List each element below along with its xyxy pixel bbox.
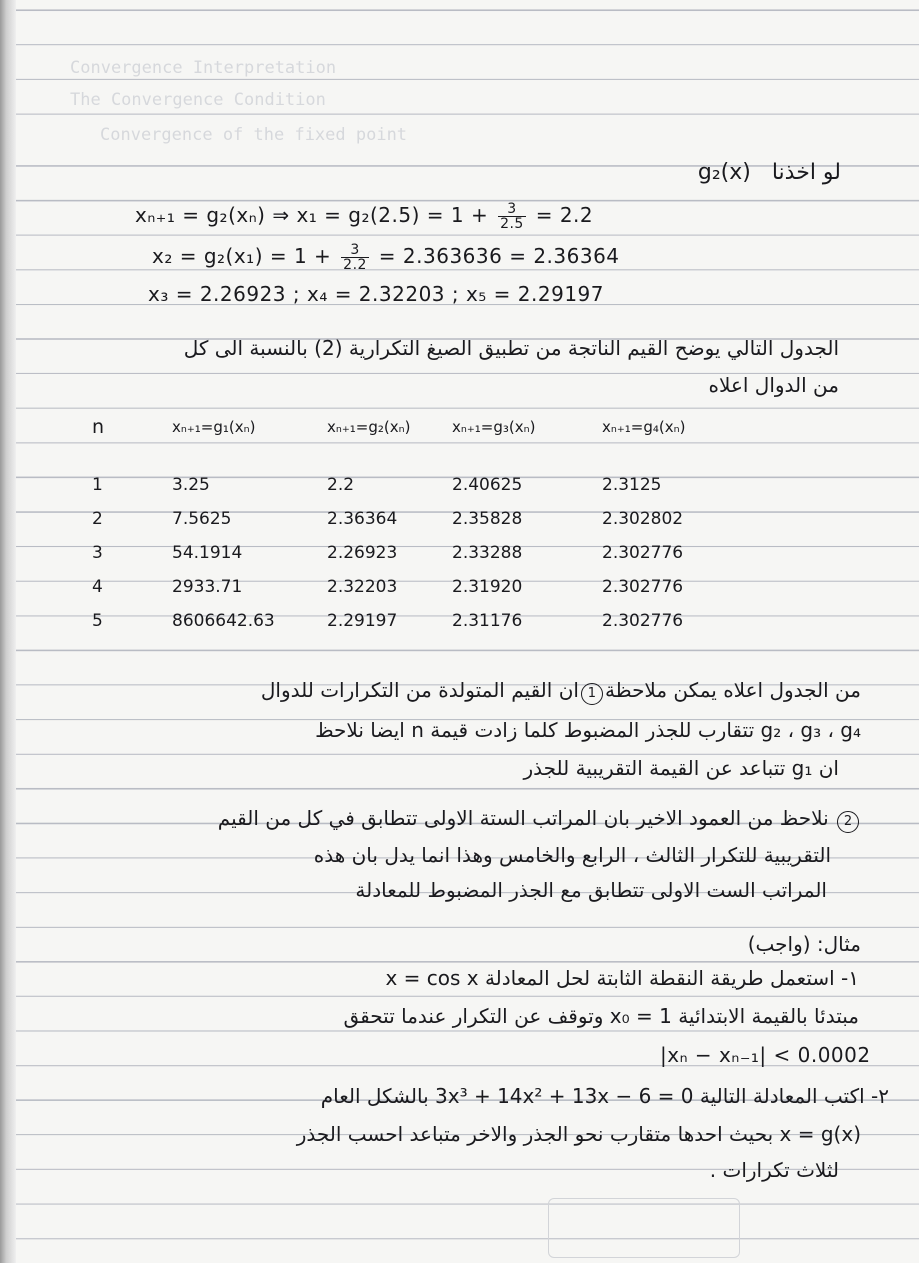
table-row — [92, 570, 762, 604]
cell-g1: 7.5625 — [172, 509, 232, 529]
bleed-through-text: Convergence of the fixed point — [100, 125, 408, 145]
note-1-text-a: من الجدول اعلاه يمكن ملاحظة — [604, 678, 861, 702]
table-row — [92, 604, 762, 638]
header-g2: xₙ₊₁=g₂(xₙ) — [327, 418, 411, 436]
fraction-numerator: 3 — [341, 243, 369, 258]
note-2-line-1 — [218, 806, 861, 833]
homework-q2-line-1: ٢- اكتب المعادلة التالية 3x³ + 14x² + 13x − 6 = 0 بالشكل العام — [320, 1084, 889, 1108]
note-1-line-1 — [261, 678, 861, 705]
equation-line-1 — [135, 202, 593, 231]
table-row — [92, 468, 762, 502]
equation-line-2 — [152, 243, 620, 272]
cell-g4: 2.302776 — [602, 543, 684, 563]
note-1-text-b: ان القيم المتولدة من التكرارات للدوال — [260, 678, 579, 702]
equation-1-left: xₙ₊₁ = g₂(xₙ) ⇒ x₁ = g₂(2.5) = 1 + — [135, 203, 489, 227]
fraction-3-over-2-2 — [341, 243, 369, 272]
note-2-text: نلاحظ من العمود الاخير بان المراتب الستة الاولى تتطابق في كل من القيم — [217, 806, 829, 830]
cell-g4: 2.302776 — [602, 577, 684, 597]
cell-n: 2 — [92, 509, 103, 529]
table-row — [92, 536, 762, 570]
note-1-line-2: g₂ ، g₃ ، g₄ تتقارب للجذر المضبوط كلما زادت قيمة n ايضا نلاحظ — [315, 718, 861, 742]
section-heading — [698, 160, 841, 185]
note-1-line-3: ان g₁ تتباعد عن القيمة التقريبية للجذر — [523, 756, 839, 780]
heading-function: g₂(x) — [697, 160, 751, 185]
cell-g3: 2.33288 — [452, 543, 523, 563]
equation-2-left: x₂ = g₂(x₁) = 1 + — [152, 244, 332, 268]
fraction-3-over-2-5 — [498, 202, 526, 231]
cell-g1: 3.25 — [172, 475, 210, 495]
cell-g1: 54.1914 — [172, 543, 243, 563]
fraction-numerator: 3 — [498, 202, 526, 217]
cell-g2: 2.2 — [327, 475, 355, 495]
header-g3: xₙ₊₁=g₃(xₙ) — [452, 418, 536, 436]
table-intro-line-2: من الدوال اعلاه — [708, 373, 839, 397]
cell-g2: 2.26923 — [327, 543, 398, 563]
bleed-through-text: Convergence Interpretation — [70, 58, 337, 78]
note-2-line-3: المراتب الست الاولى تتطابق مع الجذر المضبوط للمعادلة — [355, 878, 827, 902]
homework-title: مثال: (واجب) — [747, 932, 861, 956]
cell-g3: 2.31920 — [452, 577, 523, 597]
homework-q1-stop-condition: |xₙ − xₙ₋₁| < 0.0002 — [660, 1043, 871, 1067]
cell-g3: 2.35828 — [452, 509, 523, 529]
header-n: n — [92, 416, 105, 438]
equation-line-3: x₃ = 2.26923 ; x₄ = 2.32203 ; x₅ = 2.29197 — [148, 282, 604, 306]
note-2-marker: 2 — [837, 811, 859, 833]
note-2-line-2: التقريبية للتكرار الثالث ، الرابع والخامس وهذا انما يدل بان هذه — [313, 843, 831, 867]
equation-2-right: = 2.363636 = 2.36364 — [378, 244, 620, 268]
cell-g2: 2.29197 — [327, 611, 398, 631]
fraction-denominator: 2.2 — [343, 257, 367, 273]
cell-g2: 2.32203 — [327, 577, 398, 597]
table-row — [92, 502, 762, 536]
bleed-through-text: The Convergence Condition — [70, 90, 326, 110]
iteration-table — [92, 408, 762, 638]
cell-g4: 2.302776 — [602, 611, 684, 631]
cell-g4: 2.3125 — [602, 475, 662, 495]
homework-q1-line-1: ١- استعمل طريقة النقطة الثابتة لحل المعادلة x = cos x — [385, 966, 859, 990]
cell-n: 4 — [92, 577, 103, 597]
table-intro-line-1: الجدول التالي يوضح القيم الناتجة من تطبيق الصيغ التكرارية (2) بالنسبة الى كل — [183, 336, 839, 360]
homework-q1-line-2: مبتدئا بالقيمة الابتدائية x₀ = 1 وتوقف عن التكرار عندما تتحقق — [343, 1004, 859, 1028]
heading-text: لو اخذنا — [771, 160, 841, 185]
cell-g1: 8606642.63 — [172, 611, 275, 631]
cell-g3: 2.40625 — [452, 475, 523, 495]
cell-n: 3 — [92, 543, 103, 563]
table-header-row — [92, 408, 762, 446]
cell-n: 1 — [92, 475, 103, 495]
homework-q2-line-3: لثلاث تكرارات . — [709, 1158, 839, 1182]
bleed-through-box — [548, 1198, 740, 1258]
header-g4: xₙ₊₁=g₄(xₙ) — [602, 418, 686, 436]
note-1-marker: 1 — [581, 683, 603, 705]
cell-g4: 2.302802 — [602, 509, 684, 529]
cell-g1: 2933.71 — [172, 577, 243, 597]
header-g1: xₙ₊₁=g₁(xₙ) — [172, 418, 256, 436]
cell-g3: 2.31176 — [452, 611, 523, 631]
cell-n: 5 — [92, 611, 103, 631]
page-binding-edge — [0, 0, 16, 1263]
equation-1-right: = 2.2 — [535, 203, 594, 227]
fraction-denominator: 2.5 — [500, 216, 524, 232]
cell-g2: 2.36364 — [327, 509, 398, 529]
homework-q2-line-2: x = g(x) بحيث احدها متقارب نحو الجذر والاخر متباعد احسب الجذر — [296, 1122, 861, 1146]
